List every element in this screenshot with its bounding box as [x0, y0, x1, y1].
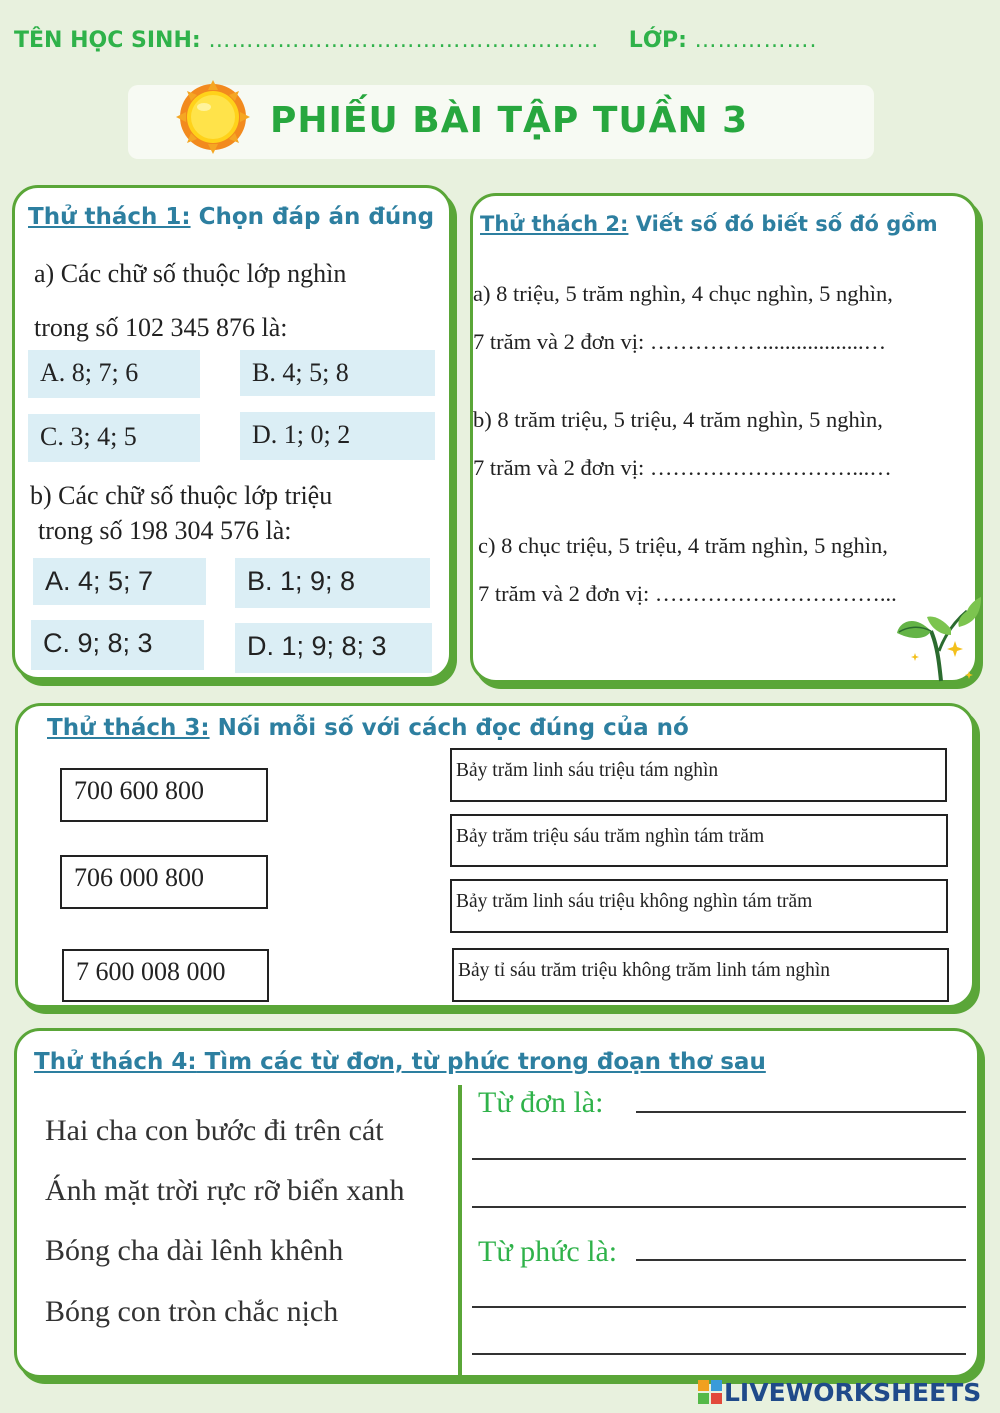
compound-word-answer-line-2[interactable]: [472, 1306, 966, 1308]
qa-option-c[interactable]: C. 3; 4; 5: [28, 414, 200, 462]
class-field[interactable]: …………….: [694, 28, 818, 53]
challenge-4-heading: Tìm các từ đơn, từ phức trong đoạn thơ sau: [196, 1049, 766, 1075]
plant-sprout-icon: [893, 595, 983, 683]
single-word-answer-line-3[interactable]: [472, 1206, 966, 1208]
name-field[interactable]: ……………………………………………: [208, 28, 600, 53]
challenge-1-heading: Chọn đáp án đúng: [190, 204, 435, 230]
qa-option-b[interactable]: B. 4; 5; 8: [240, 350, 435, 396]
compound-word-answer-line-3[interactable]: [472, 1353, 966, 1355]
poem-line-2: Ánh mặt trời rực rỡ biển xanh: [45, 1174, 405, 1207]
question-a-line1: a) Các chữ số thuộc lớp nghìn: [34, 259, 347, 288]
item-a-line1: a) 8 triệu, 5 trăm nghìn, 4 chục nghìn, 5 nghìn,: [473, 281, 893, 306]
qb-option-d[interactable]: D. 1; 9; 8; 3: [235, 623, 432, 673]
number-box-3[interactable]: 7 600 008 000: [62, 949, 269, 1002]
liveworksheets-brand: [698, 1378, 998, 1410]
qb-option-b[interactable]: B. 1; 9; 8: [235, 558, 430, 608]
challenge-2-heading: Viết số đó biết số đó gồm: [628, 212, 938, 236]
challenge-3-title: [47, 715, 689, 741]
item-b-line1: b) 8 trăm triệu, 5 triệu, 4 trăm nghìn, 5 nghìn,: [473, 407, 883, 432]
name-label: TÊN HỌC SINH:: [14, 28, 201, 53]
compound-word-label: Từ phức là:: [478, 1235, 618, 1268]
reading-box-4[interactable]: Bảy tỉ sáu trăm triệu không trăm linh tám nghìn: [452, 948, 949, 1002]
challenge-3-heading: Nối mỗi số với cách đọc đúng của nó: [209, 715, 689, 741]
reading-box-1[interactable]: Bảy trăm linh sáu triệu tám nghìn: [450, 748, 947, 802]
brand-text: LIVEWORKSHEETS: [724, 1378, 982, 1407]
poem-line-4: Bóng con tròn chắc nịch: [45, 1295, 339, 1328]
qb-option-c[interactable]: C. 9; 8; 3: [31, 620, 204, 670]
reading-box-2[interactable]: Bảy trăm triệu sáu trăm nghìn tám trăm: [450, 814, 948, 867]
qa-option-a[interactable]: A. 8; 7; 6: [28, 350, 200, 398]
item-a-answer[interactable]: 7 trăm và 2 đơn vị: ……………..................…: [473, 329, 887, 354]
challenge-1-title: [28, 204, 434, 230]
qa-option-d[interactable]: D. 1; 0; 2: [240, 412, 435, 460]
class-label: LỚP:: [628, 28, 687, 53]
challenge-4-label: Thử thách 4:: [34, 1049, 197, 1075]
liveworksheets-logo-icon: [698, 1380, 722, 1404]
number-box-1[interactable]: 700 600 800: [60, 768, 268, 822]
challenge-4-title: [34, 1049, 766, 1075]
page-title: PHIẾU BÀI TẬP TUẦN 3: [270, 100, 749, 141]
single-word-answer-line-1[interactable]: [636, 1111, 966, 1113]
reading-box-3[interactable]: Bảy trăm linh sáu triệu không nghìn tám trăm: [450, 879, 948, 933]
challenge-2-title: [480, 212, 938, 236]
divider: [458, 1085, 462, 1377]
challenge-1-label: Thử thách 1:: [28, 204, 191, 230]
number-box-2[interactable]: 706 000 800: [60, 855, 268, 909]
student-info-line: [14, 28, 984, 60]
single-word-answer-line-2[interactable]: [472, 1158, 966, 1160]
challenge-3-label: Thử thách 3:: [47, 715, 210, 741]
single-word-label: Từ đơn là:: [478, 1086, 604, 1119]
poem-line-3: Bóng cha dài lênh khênh: [45, 1234, 344, 1267]
challenge-2-label: Thử thách 2:: [480, 212, 629, 236]
question-a-line2: trong số 102 345 876 là:: [34, 313, 288, 342]
question-b-line1: b) Các chữ số thuộc lớp triệu: [30, 481, 333, 510]
item-b-answer[interactable]: 7 trăm và 2 đơn vị: ………………………...…: [473, 455, 892, 480]
compound-word-answer-line-1[interactable]: [636, 1259, 966, 1261]
question-b-line2: trong số 198 304 576 là:: [38, 516, 292, 545]
item-c-line1: c) 8 chục triệu, 5 triệu, 4 trăm nghìn, 5 nghìn,: [478, 533, 888, 558]
qb-option-a[interactable]: A. 4; 5; 7: [33, 558, 206, 605]
sun-icon: [176, 80, 250, 154]
item-c-answer[interactable]: 7 trăm và 2 đơn vị: …………………………...: [478, 581, 897, 606]
poem-line-1: Hai cha con bước đi trên cát: [45, 1114, 384, 1147]
